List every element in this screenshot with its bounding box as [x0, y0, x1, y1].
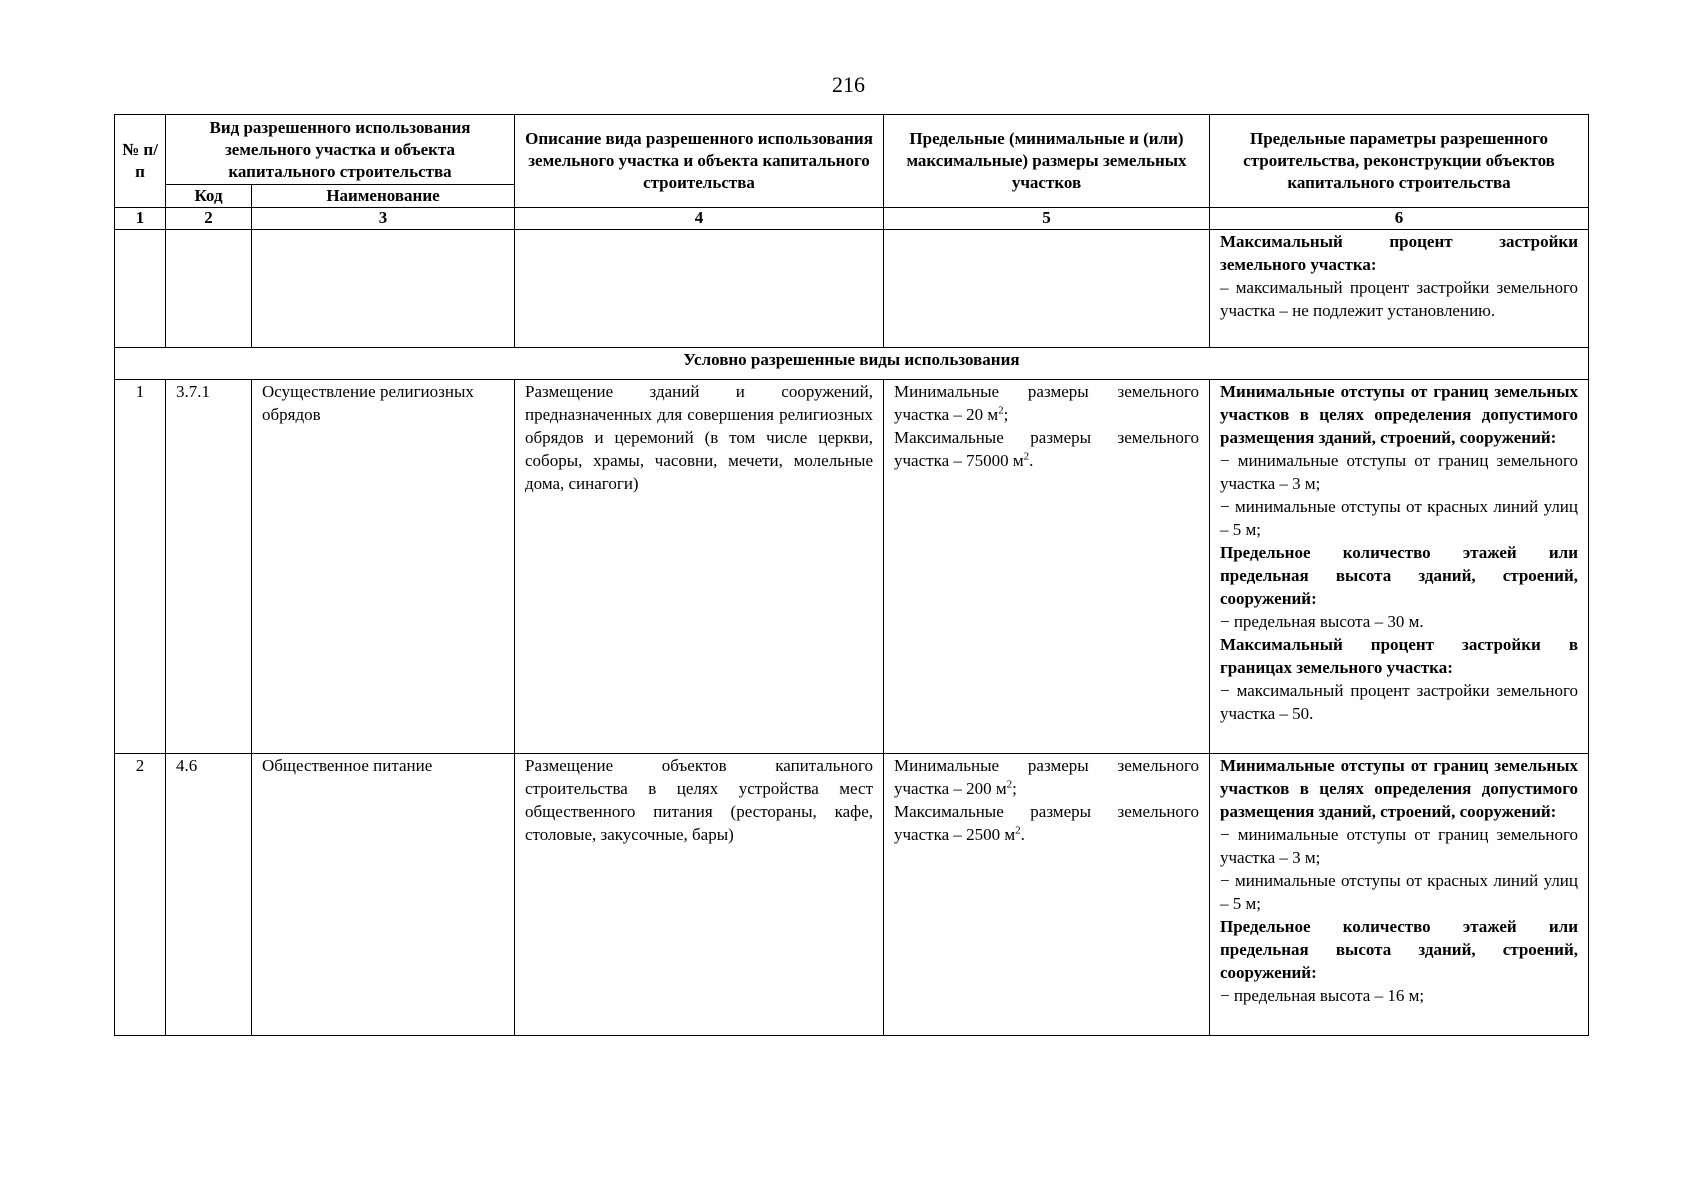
param-heading: Максимальный процент застройки земельного участка:: [1220, 232, 1578, 274]
continuation-row: [115, 230, 1589, 348]
row-number: 2: [115, 754, 166, 1036]
header-construction-params: Предельные параметры разрешенного строительства, реконструкции объектов капитального строительства: [1210, 115, 1589, 208]
column-number: 2: [166, 208, 252, 230]
param-item: − минимальные отступы от красных линий улиц – 5 м;: [1220, 871, 1578, 913]
column-number: 6: [1210, 208, 1589, 230]
param-item: − минимальные отступы от красных линий улиц – 5 м;: [1220, 497, 1578, 539]
param-item: − предельная высота – 30 м.: [1220, 612, 1424, 631]
header-use-type-group: Вид разрешенного использования земельного участка и объекта капитального строительства: [166, 115, 515, 185]
plot-size-max: Максимальные размеры земельного участка – 75000 $м^2$.: [894, 428, 1199, 470]
row-description: Размещение зданий и сооружений, предназначенных для совершения религиозных обрядов и церемоний (в том числе церкви, соборы, храмы, часовни, мечети, молельные дома, синагоги): [515, 380, 884, 754]
zoning-table: [114, 114, 1589, 1036]
param-item: − предельная высота – 16 м;: [1220, 986, 1425, 1005]
header-description: Описание вида разрешенного использования земельного участка и объекта капитального строительства: [515, 115, 884, 208]
header-code: Код: [166, 185, 252, 208]
row-name: Осуществление религиозных обрядов: [252, 380, 515, 754]
continuation-params: [1210, 230, 1589, 348]
plot-size-max: Максимальные размеры земельного участка – 2500 $м^2$.: [894, 802, 1199, 844]
param-heading: Минимальные отступы от границ земельных участков в целях определения допустимого размещения зданий, строений, сооружений:: [1220, 756, 1578, 821]
param-heading: Предельное количество этажей или предельная высота зданий, строений, сооружений:: [1220, 917, 1578, 982]
row-plot-sizes: [884, 754, 1210, 1036]
param-heading: Предельное количество этажей или предельная высота зданий, строений, сооружений:: [1220, 543, 1578, 608]
table-row: [115, 754, 1589, 1036]
column-number: 5: [884, 208, 1210, 230]
row-params: [1210, 380, 1589, 754]
row-code: 4.6: [166, 754, 252, 1036]
column-number: 4: [515, 208, 884, 230]
row-name: Общественное питание: [252, 754, 515, 1036]
param-item: − минимальные отступы от границ земельного участка – 3 м;: [1220, 825, 1578, 867]
section-row: [115, 348, 1589, 380]
header-name: Наименование: [252, 185, 515, 208]
column-number-row: [115, 208, 1589, 230]
param-item: − максимальный процент застройки земельного участка – 50.: [1220, 681, 1578, 723]
page-number: 216: [832, 72, 865, 97]
header-number: № п/п: [115, 115, 166, 208]
param-item: − минимальные отступы от границ земельного участка – 3 м;: [1220, 451, 1578, 493]
param-heading: Минимальные отступы от границ земельных участков в целях определения допустимого размещения зданий, строений, сооружений:: [1220, 382, 1578, 447]
plot-size-min: Минимальные размеры земельного участка – 20 $м^2$;: [894, 382, 1199, 424]
row-plot-sizes: [884, 380, 1210, 754]
row-params: [1210, 754, 1589, 1036]
column-number: 3: [252, 208, 515, 230]
row-number: 1: [115, 380, 166, 754]
param-item: – максимальный процент застройки земельного участка – не подлежит установлению.: [1220, 278, 1578, 320]
header-plot-sizes: Предельные (минимальные и (или) максимальные) размеры земельных участков: [884, 115, 1210, 208]
table-header-row: [115, 115, 1589, 185]
row-code: 3.7.1: [166, 380, 252, 754]
param-heading: Максимальный процент застройки в границах земельного участка:: [1220, 635, 1578, 677]
section-title: Условно разрешенные виды использования: [115, 348, 1589, 380]
plot-size-min: Минимальные размеры земельного участка – 200 $м^2$;: [894, 756, 1199, 798]
row-description: Размещение объектов капитального строительства в целях устройства мест общественного питания (рестораны, кафе, столовые, закусочные, бары): [515, 754, 884, 1036]
table-row: [115, 380, 1589, 754]
column-number: 1: [115, 208, 166, 230]
